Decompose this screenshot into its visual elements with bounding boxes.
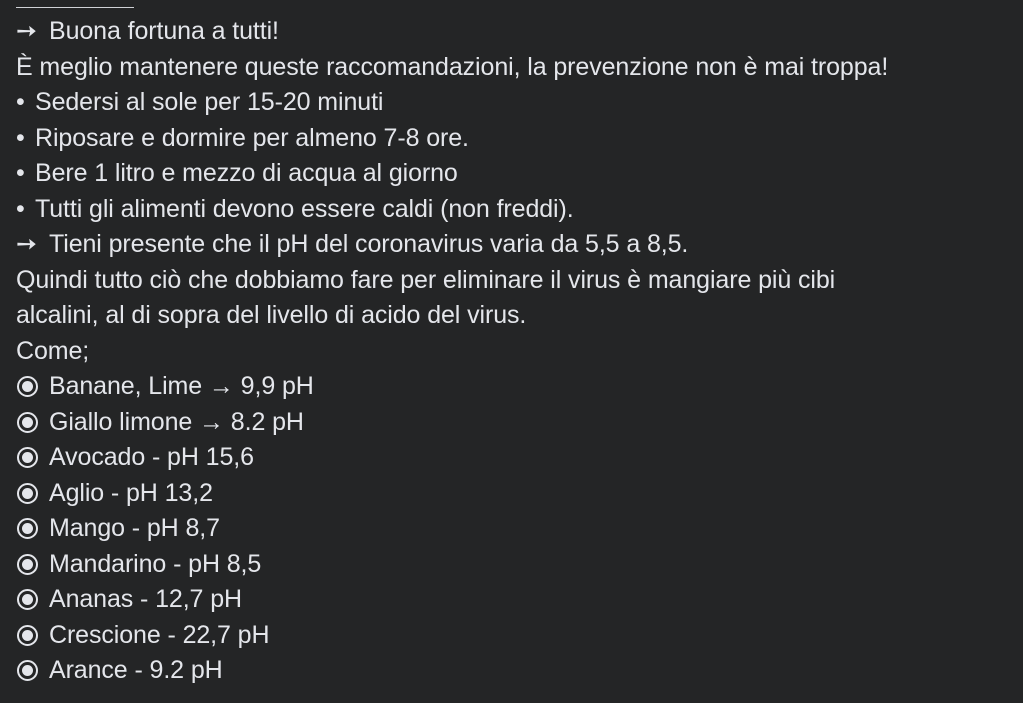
food-item-text: Arance - 9.2 pH <box>49 656 223 684</box>
food-item <box>16 511 1021 547</box>
bullet-icon: • <box>16 88 25 116</box>
food-item <box>16 547 1021 583</box>
food-item-text: Aglio - pH 13,2 <box>49 478 213 507</box>
food-item-text: Crescione - 22,7 pH <box>49 620 270 649</box>
food-item <box>16 582 1021 618</box>
radio-button-icon <box>17 412 38 433</box>
bullet-icon: • <box>16 123 25 152</box>
post-text: Buona fortuna a tutti! <box>49 17 279 45</box>
list-item <box>16 192 1021 228</box>
bullet-icon: • <box>16 159 25 187</box>
post-line <box>16 14 1021 50</box>
post-line <box>16 227 1021 263</box>
food-item-text: Avocado - pH 15,6 <box>49 443 254 471</box>
radio-button-icon <box>17 518 38 539</box>
list-item <box>16 156 1021 192</box>
arrow-right-icon: ➙ <box>16 17 37 45</box>
list-item-text: Tutti gli alimenti devono essere caldi (non freddi). <box>35 194 574 223</box>
radio-button-icon <box>17 554 38 575</box>
food-item <box>16 440 1021 476</box>
list-item-text: Riposare e dormire per almeno 7-8 ore. <box>35 123 469 152</box>
post-line: È meglio mantenere queste raccomandazioni, la prevenzione non è mai troppa! <box>16 52 889 81</box>
radio-button-icon <box>17 625 38 646</box>
radio-button-icon <box>17 589 38 610</box>
food-item <box>16 618 1021 654</box>
list-item-text: Sedersi al sole per 15-20 minuti <box>35 88 384 116</box>
post-text: Tieni presente che il pH del coronavirus varia da 5,5 a 8,5. <box>49 230 689 258</box>
list-item <box>16 121 1021 157</box>
bullet-icon: • <box>16 194 25 223</box>
food-item-text: Mandarino - pH 8,5 <box>49 549 262 578</box>
food-item <box>16 476 1021 512</box>
radio-button-icon <box>17 447 38 468</box>
post-line: Come; <box>16 336 90 365</box>
food-item-text: Banane, Lime → 9,9 pH <box>49 372 314 400</box>
radio-button-icon <box>17 660 38 681</box>
radio-button-icon <box>17 376 38 397</box>
food-item-text: Mango - pH 8,7 <box>49 514 220 542</box>
food-item-text: Giallo limone → 8.2 pH <box>49 407 304 436</box>
radio-button-icon <box>17 483 38 504</box>
post-line: alcalini, al di sopra del livello di acido del virus. <box>16 301 527 329</box>
food-item <box>16 405 1021 441</box>
post-body <box>16 0 1021 689</box>
post-line: Quindi tutto ciò che dobbiamo fare per eliminare il virus è mangiare più cibi <box>16 265 836 294</box>
food-item-text: Ananas - 12,7 pH <box>49 585 242 613</box>
food-item <box>16 369 1021 405</box>
arrow-right-icon: ➙ <box>16 230 37 258</box>
list-item <box>16 85 1021 121</box>
food-item <box>16 653 1021 689</box>
list-item-text: Bere 1 litro e mezzo di acqua al giorno <box>35 159 458 187</box>
